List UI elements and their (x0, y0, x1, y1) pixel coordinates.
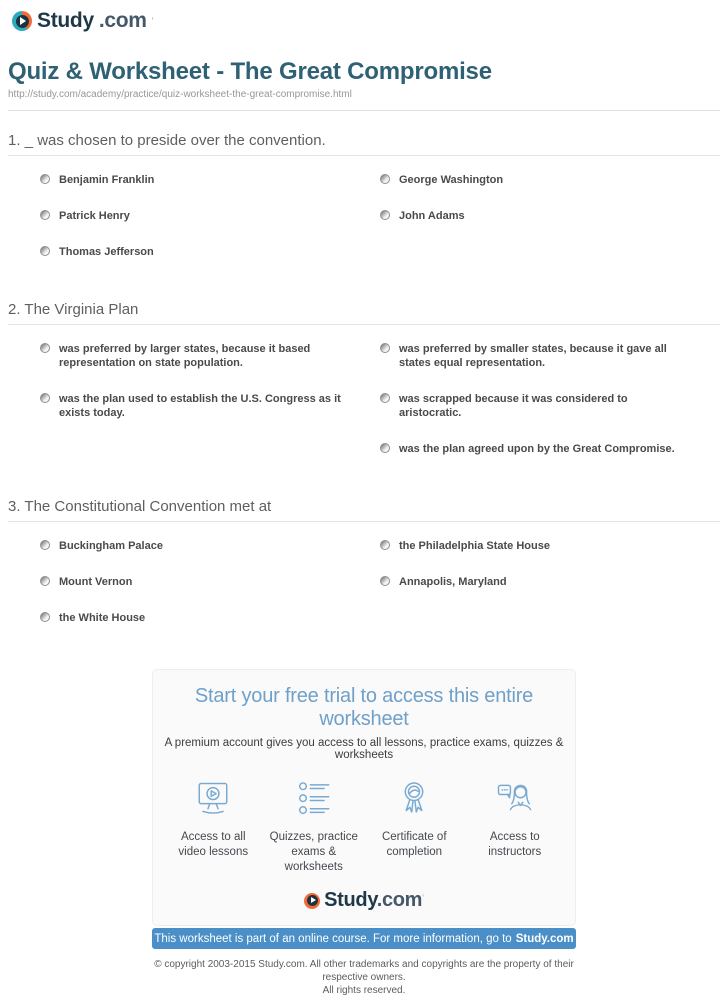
option-label: Benjamin Franklin (59, 174, 155, 186)
page-url: http://study.com/academy/practice/quiz-worksheet-the-great-compromise.html (8, 89, 352, 100)
answer-option[interactable] (380, 209, 720, 223)
question-2-title (8, 301, 720, 325)
question-2 (8, 301, 720, 456)
option-label: Thomas Jefferson (59, 246, 154, 258)
feature-label: Quizzes, practice exams & worksheets (269, 831, 358, 873)
promo-box (152, 669, 576, 926)
play-icon (12, 11, 32, 31)
question-text: _ was chosen to preside over the convention. (24, 132, 326, 149)
answer-option[interactable] (40, 342, 380, 370)
feature-video-lessons (163, 778, 264, 875)
instructor-icon (465, 778, 566, 822)
answer-option[interactable] (40, 611, 380, 625)
logo-text-study: Study (37, 9, 94, 32)
question-1-options (40, 173, 720, 259)
option-label: was preferred by larger states, because it based representation on state population. (59, 343, 311, 369)
answer-option[interactable] (40, 392, 380, 420)
question-1-title (8, 132, 720, 156)
answer-option[interactable] (380, 539, 720, 553)
play-icon (304, 893, 320, 909)
option-label: the White House (59, 612, 146, 624)
radio-button[interactable] (40, 210, 50, 220)
answer-option[interactable] (40, 173, 380, 187)
radio-button[interactable] (40, 246, 50, 256)
banner-text: This worksheet is part of an online course. For more information, go to (154, 932, 512, 945)
video-monitor-icon (163, 778, 264, 822)
radio-button[interactable] (40, 393, 50, 403)
answer-option[interactable] (380, 173, 720, 187)
answer-option[interactable] (380, 392, 720, 420)
option-label: was the plan used to establish the U.S. Congress as it exists today. (59, 393, 341, 419)
option-label: George Washington (399, 174, 504, 186)
page-title: Quiz & Worksheet - The Great Compromise (8, 58, 492, 85)
option-label: was the plan agreed upon by the Great Compromise. (399, 443, 675, 455)
logo-text-com: .com (98, 9, 147, 32)
quiz-list-icon (264, 778, 365, 822)
title-divider (8, 110, 720, 111)
feature-list (163, 778, 565, 875)
promo-heading[interactable]: Start your free trial to access this entire worksheet (194, 685, 534, 730)
radio-button[interactable] (40, 343, 50, 353)
question-number: 1. (8, 132, 21, 149)
question-3-options (40, 539, 720, 625)
option-label: was scrapped because it was considered to aristocratic. (399, 393, 628, 419)
answer-option[interactable] (40, 575, 380, 589)
answer-option[interactable] (40, 539, 380, 553)
feature-label: Access to instructors (488, 831, 542, 858)
feature-instructors (465, 778, 566, 875)
answer-option[interactable] (380, 575, 720, 589)
logo-text-study: Study (324, 889, 377, 911)
feature-label: Access to all video lessons (178, 831, 249, 858)
option-label: Buckingham Palace (59, 540, 163, 552)
studycom-logo[interactable] (12, 9, 153, 33)
question-2-options (40, 342, 720, 456)
radio-button[interactable] (380, 210, 390, 220)
certificate-icon (364, 778, 465, 822)
promo-subheading: A premium account gives you access to all lessons, practice exams, quizzes & worksheets (164, 737, 564, 761)
banner-link[interactable]: Study.com (515, 932, 574, 945)
radio-button[interactable] (40, 540, 50, 550)
radio-button[interactable] (380, 576, 390, 586)
copyright-notice: © copyright 2003-2015 Study.com. All other trademarks and copyrights are the property of their respective owners. All rights reserved. (154, 959, 574, 996)
answer-option[interactable] (380, 442, 720, 456)
radio-button[interactable] (40, 612, 50, 622)
radio-button[interactable] (40, 576, 50, 586)
radio-button[interactable] (380, 540, 390, 550)
question-number: 2. (8, 301, 21, 318)
feature-certificate (364, 778, 465, 875)
question-text: The Virginia Plan (24, 301, 139, 318)
header (8, 0, 720, 33)
option-label: Patrick Henry (59, 210, 130, 222)
question-3-title (8, 498, 720, 522)
studycom-logo-footer[interactable] (163, 889, 565, 912)
feature-label: Certificate of completion (381, 831, 447, 858)
option-label: Mount Vernon (59, 576, 133, 588)
radio-button[interactable] (380, 343, 390, 353)
question-3 (8, 498, 720, 625)
logo-text-com: .com (376, 889, 423, 911)
option-label: Annapolis, Maryland (399, 576, 507, 588)
radio-button[interactable] (380, 393, 390, 403)
question-number: 3. (8, 498, 21, 515)
answer-option[interactable] (40, 245, 380, 259)
logo-trademark: ' (422, 893, 424, 903)
answer-option[interactable] (380, 342, 720, 370)
question-text: The Constitutional Convention met at (24, 498, 272, 515)
logo-trademark: ' (151, 16, 154, 26)
feature-quizzes (264, 778, 365, 875)
course-info-banner (152, 928, 576, 949)
radio-button[interactable] (40, 174, 50, 184)
option-label: the Philadelphia State House (399, 540, 550, 552)
question-1 (8, 132, 720, 259)
radio-button[interactable] (380, 443, 390, 453)
option-label: John Adams (399, 210, 465, 222)
radio-button[interactable] (380, 174, 390, 184)
free-trial-promo (152, 669, 576, 997)
answer-option[interactable] (40, 209, 380, 223)
option-label: was preferred by smaller states, because it gave all states equal representation. (399, 343, 667, 369)
